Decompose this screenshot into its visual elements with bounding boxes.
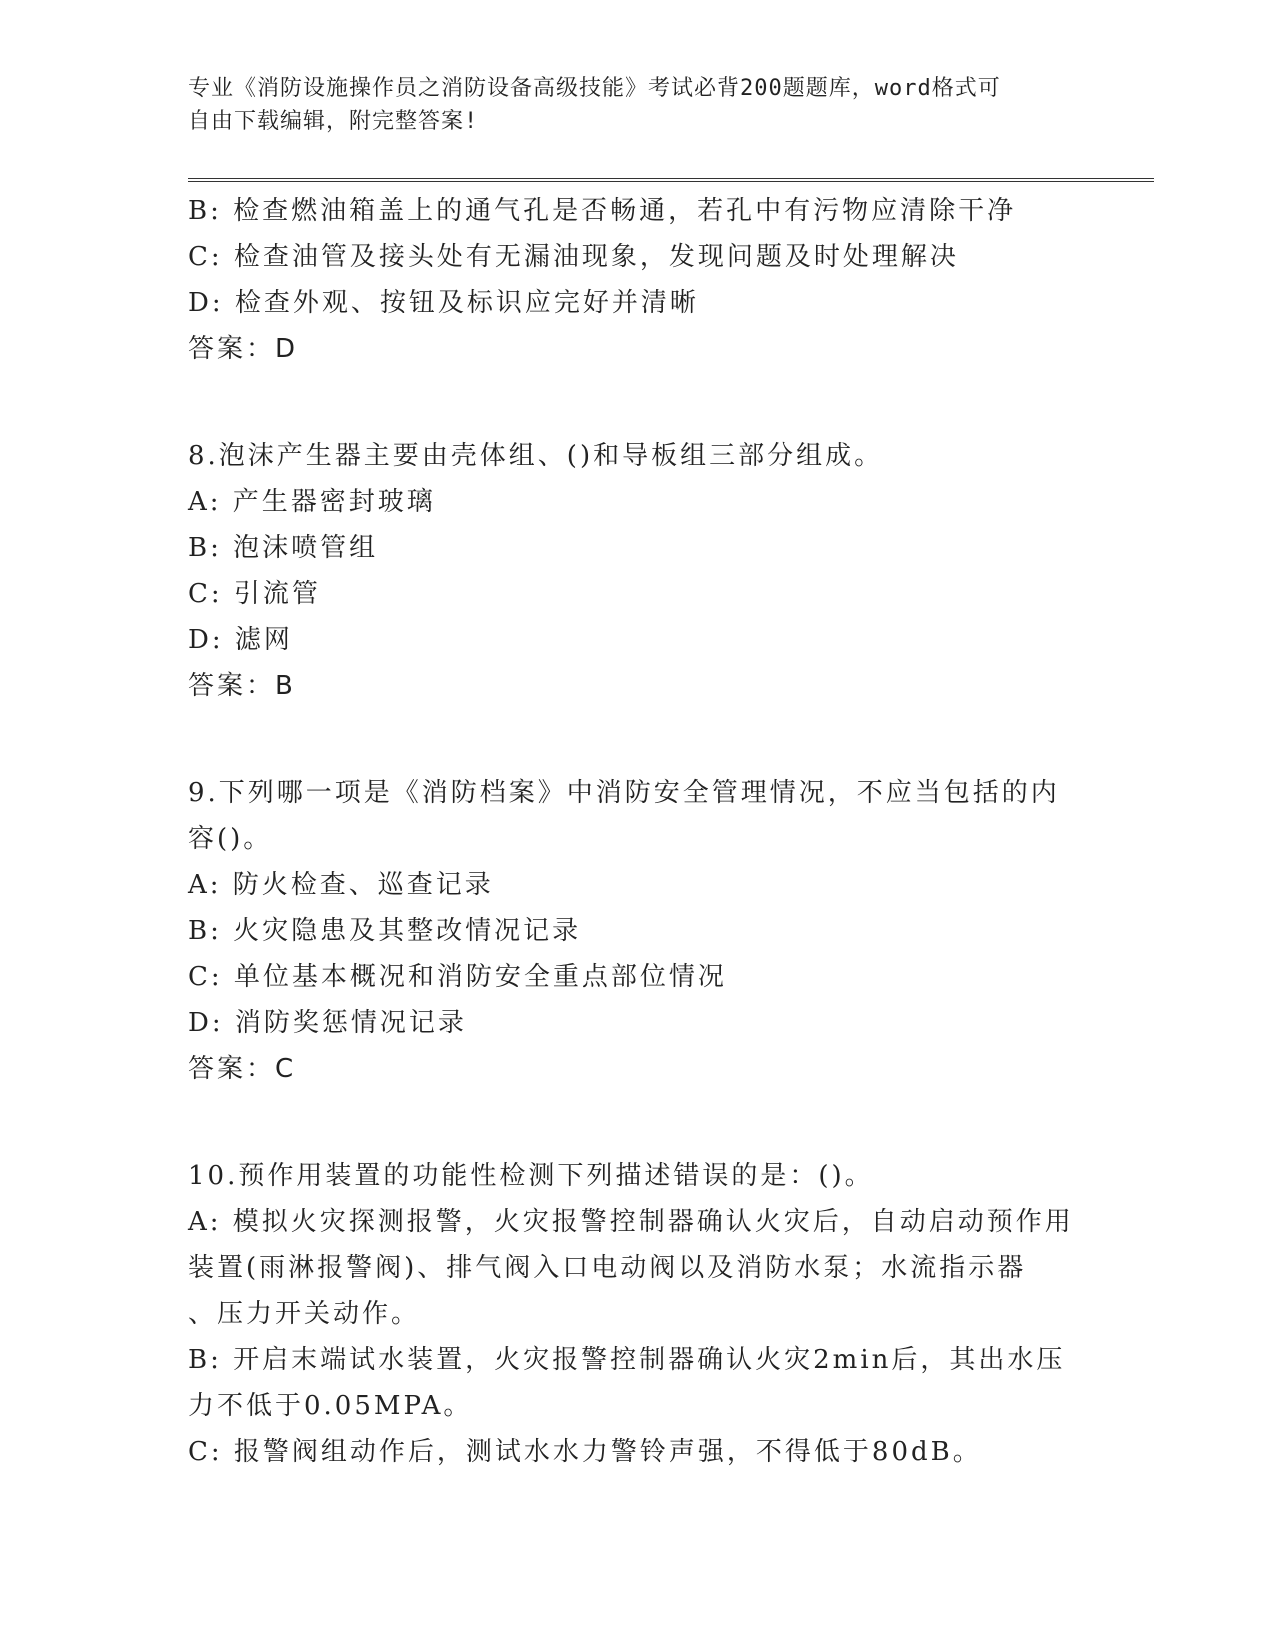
option-b-line-2: 力不低于0.05MPA。 [188, 1391, 473, 1421]
header-line-2: 自由下载编辑，附完整答案! [188, 109, 479, 134]
option-d: D: 检查外观、按钮及标识应完好并清晰 [188, 288, 699, 318]
document-header [188, 72, 1068, 138]
question-text: 8.泡沫产生器主要由壳体组、()和导板组三部分组成。 [188, 441, 884, 471]
header-line-1: 专业《消防设施操作员之消防设备高级技能》考试必背200题题库，word格式可 [188, 76, 1001, 101]
question-10 [188, 1153, 1088, 1475]
question-text-line-2: 容()。 [188, 824, 273, 854]
option-a: A: 产生器密封玻璃 [188, 487, 436, 517]
question-text-line-1: 9.下列哪一项是《消防档案》中消防安全管理情况，不应当包括的内 [188, 778, 1060, 808]
option-d: D: 滤网 [188, 625, 293, 655]
question-9 [188, 770, 1088, 1092]
answer: 答案：C [188, 1054, 297, 1084]
answer: 答案：B [188, 671, 296, 701]
question-7-remainder [188, 188, 1088, 372]
option-c: C: 检查油管及接头处有无漏油现象，发现问题及时处理解决 [188, 242, 959, 272]
option-a-line-2: 装置(雨淋报警阀)、排气阀入口电动阀以及消防水泵；水流指示器 [188, 1253, 1027, 1283]
option-b: B: 检查燃油箱盖上的通气孔是否畅通，若孔中有污物应清除干净 [188, 196, 1017, 226]
option-b-line-1: B: 开启末端试水装置，火灾报警控制器确认火灾2min后，其出水压 [188, 1345, 1066, 1375]
question-list [188, 188, 1088, 1475]
option-b: B: 火灾隐患及其整改情况记录 [188, 916, 582, 946]
option-a-line-3: 、压力开关动作。 [188, 1299, 421, 1329]
option-c: C: 报警阀组动作后，测试水水力警铃声强，不得低于80dB。 [188, 1437, 982, 1467]
option-b: B: 泡沫喷管组 [188, 533, 379, 563]
option-a: A: 防火检查、巡查记录 [188, 870, 494, 900]
question-text: 10.预作用装置的功能性检测下列描述错误的是：()。 [188, 1161, 874, 1191]
option-d: D: 消防奖惩情况记录 [188, 1008, 467, 1038]
question-8 [188, 433, 1088, 709]
option-c: C: 单位基本概况和消防安全重点部位情况 [188, 962, 727, 992]
answer: 答案：D [188, 334, 299, 364]
header-divider [188, 178, 1154, 182]
option-a-line-1: A: 模拟火灾探测报警，火灾报警控制器确认火灾后，自动启动预作用 [188, 1207, 1074, 1237]
option-c: C: 引流管 [188, 579, 321, 609]
